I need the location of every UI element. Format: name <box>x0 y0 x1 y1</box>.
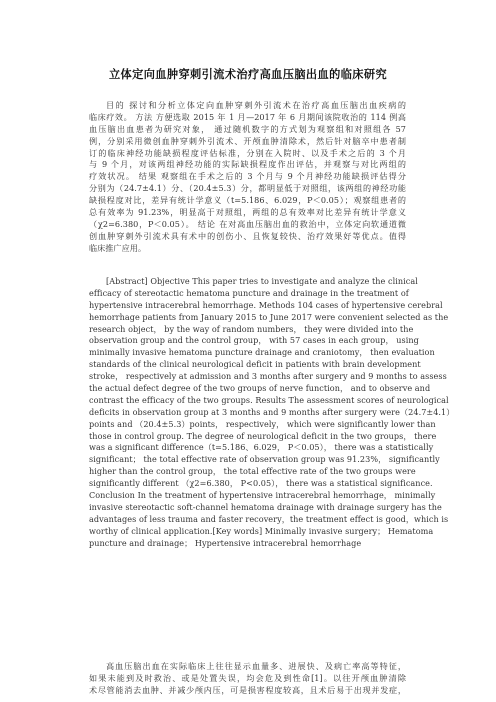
abstract-cn-line: 总有效率为 91.23%，明显高于对照组，两组的总有效率对比差异有统计学意义 <box>89 207 406 218</box>
abstract-en-line: efficacy of stereotactic hematoma puncture and drainage in the treatment of <box>89 287 409 298</box>
body-text-line: 高血压脑出血在实际临床上往往显示血量多、进展快、及病亡率高等特征， <box>106 661 406 671</box>
abstract-cn-line: 创血肿穿刺外引流术具有术中的创伤小、且恢复较快、治疗效果好等优点。值得 <box>89 230 406 241</box>
body-text-line: 如果未能到及时救治、或是处置失误，均会危及到性命[1]。以往开颅血肿清除 <box>89 672 406 683</box>
abstract-cn-line: 与 9 个月，对该两组神经功能的实际缺损程度作出评估，并观察与对比两组的 <box>89 159 406 170</box>
abstract-en-line: contrast the efficacy of the two groups. Results The assessment scores of neurological <box>89 394 449 405</box>
abstract-cn-line: 订的临床神经功能缺损程度评估标准，分别在入院时、以及手术之后的 3 个月 <box>89 147 406 158</box>
abstract-en-line: deficits in observation group at 3 months and 9 months after surgery were（24.7±4.1） <box>89 406 455 417</box>
abstract-en-line: advantages of less trauma and faster recovery，the treatment effect is good，which is <box>89 513 449 524</box>
abstract-en-line: those in control group. The degree of neurological deficit in the two groups， there <box>89 430 437 441</box>
abstract-en-line: invasive stereotactic soft-channel hematoma drainage with drainage surgery has the <box>89 501 442 512</box>
abstract-cn-line: （χ2=6.380，P＜0.05）。 结论 在对高血压脑出血的救治中，立体定向软通道微 <box>89 218 406 229</box>
abstract-en-line: minimally invasive hematoma puncture drainage and craniotomy， then evaluation <box>89 347 435 358</box>
abstract-en-line: significant； the total effective rate of observation group was 91.23%， significantly <box>89 454 440 465</box>
abstract-en-line: [Abstract] Objective This paper tries to investigate and analyze the clinical <box>106 276 418 286</box>
abstract-en-line: observation group and the control group， with 57 cases in each group， using <box>89 335 419 346</box>
abstract-en-line: research object， by the way of random numbers， they were divided into the <box>89 323 414 334</box>
abstract-en-line: standards of the clinical neurological deficit in patients with brain development <box>89 359 421 370</box>
abstract-cn-line: 临床疗效。 方法 方便选取 2015 年 1 月—2017 年 6 月期间该院收治的 114 例高 <box>89 111 406 122</box>
abstract-en-line: hemorrhage patients from January 2015 to June 2017 were convenient selected as the <box>89 311 449 322</box>
abstract-en-line: hypertensive intracerebral hemorrhage. Methods 104 cases of hypertensive cerebral <box>89 299 443 310</box>
abstract-cn-line: 缺损程度对比，差异有统计学意义（t=5.186、6.029，P＜0.05）；观察组患者的 <box>89 195 406 206</box>
abstract-cn-line: 疗效状况。 结果 观察组在手术之后的 3 个月与 9 个月神经功能缺损评估得分 <box>89 171 406 182</box>
abstract-en-line: higher than the control group， the total effective rate of the two groups were <box>89 466 416 477</box>
paper-title: 立体定向血肿穿刺引流术治疗高血压脑出血的临床研究 <box>108 68 388 81</box>
abstract-en-line: was a significant difference（t=5.186、6.029， P＜0.05）， there was a statistically <box>89 442 434 453</box>
abstract-chinese <box>89 100 406 255</box>
abstract-english <box>89 276 455 549</box>
abstract-cn-line: 目的 探讨和分析立体定向血肿穿刺外引流术在治疗高血压脑出血疾病的 <box>106 100 406 110</box>
abstract-cn-line: 分别为（24.7±4.1）分、（20.4±5.3）分，都明显低于对照组，该两组的神经功能 <box>89 183 406 194</box>
body-text <box>89 661 406 697</box>
abstract-en-line: puncture and drainage； Hypertensive intracerebral hemorrhage <box>89 537 362 548</box>
body-text-line: 术尽管能消去血肿、并减少颅内压，可是损害程度较高，且术后易于出现并发症， <box>89 684 406 695</box>
abstract-en-line: Conclusion In the treatment of hypertensive intracerebral hemorrhage， minimally <box>89 490 436 501</box>
abstract-cn-line: 血压脑出血患者为研究对象， 通过随机数字的方式划为观察组和对照组各 57 <box>89 123 406 134</box>
abstract-en-line: points and （20.4±5.3）points， respectively， which were significantly lower than <box>89 418 436 429</box>
abstract-en-line: worthy of clinical application.[Key words] Minimally invasive surgery； Hematoma <box>89 525 434 536</box>
abstract-cn-line: 临床推广应用。 <box>89 242 147 253</box>
abstract-en-line: the actual defect degree of the two groups of nerve function， and to observe and <box>89 383 431 394</box>
abstract-cn-line: 例，分别采用微创血肿穿刺外引流术、开颅血肿清除术，然后针对脑卒中患者制 <box>89 135 406 146</box>
abstract-en-line: significantly different （χ2=6.380， P<0.05）， there was a statistical significance. <box>89 478 433 489</box>
abstract-en-line: stroke， respectively at admission and 3 months after surgery and 9 months to assess <box>89 371 447 382</box>
